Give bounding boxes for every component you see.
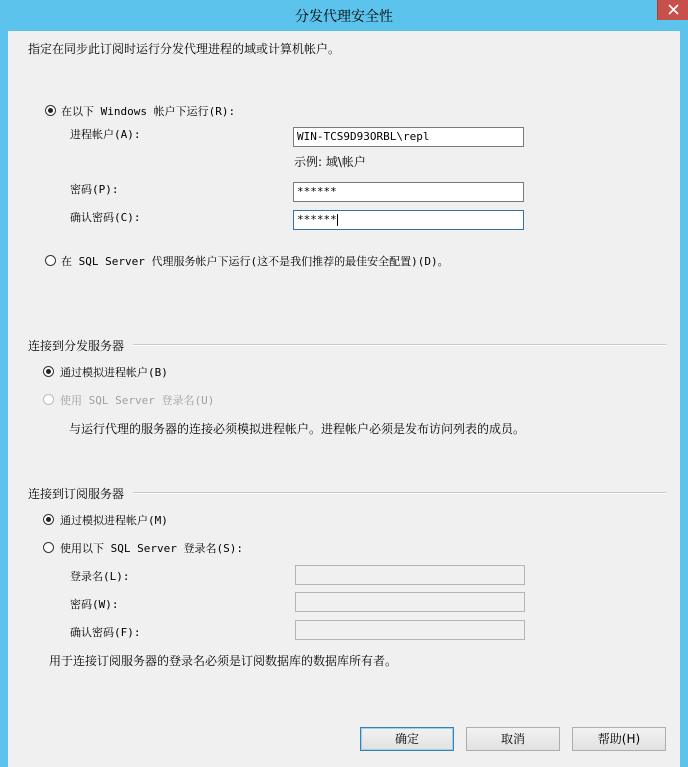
window-title: 分发代理安全性 (295, 9, 393, 25)
process-account-input[interactable] (293, 127, 524, 147)
radio-distributor-sql-login (43, 394, 54, 405)
intro-text: 指定在同步此订阅时运行分发代理进程的域或计算机帐户。 (28, 42, 341, 56)
radio-windows-account[interactable] (45, 105, 56, 116)
close-button[interactable] (657, 0, 688, 20)
subscriber-confirm-label: 确认密码(F): (70, 626, 141, 639)
subscriber-note: 用于连接订阅服务器的登录名必须是订阅数据库的数据库所有者。 (49, 654, 398, 668)
subscriber-login-label: 登录名(L): (70, 570, 130, 583)
distributor-note: 与运行代理的服务器的连接必须模拟进程帐户。进程帐户必须是发布访问列表的成员。 (69, 422, 526, 436)
subscriber-group-divider (133, 492, 666, 494)
ok-button[interactable]: 确定 (360, 727, 454, 751)
radio-distributor-sql-login-label: 使用 SQL Server 登录名(U) (60, 394, 215, 407)
radio-subscriber-impersonate-label[interactable]: 通过模拟进程帐户(M) (60, 514, 168, 527)
account-example-text: 示例: 域\帐户 (294, 155, 366, 169)
dialog-body (8, 31, 680, 767)
radio-distributor-impersonate[interactable] (43, 366, 54, 377)
radio-subscriber-sql-login[interactable] (43, 542, 54, 553)
text-caret (337, 214, 338, 226)
distributor-group-title: 连接到分发服务器 (28, 339, 125, 353)
close-icon (658, 0, 688, 20)
cancel-button[interactable]: 取消 (466, 727, 560, 751)
subscriber-confirm-input (295, 620, 525, 640)
radio-subscriber-sql-login-label[interactable]: 使用以下 SQL Server 登录名(S): (60, 542, 243, 555)
password-input[interactable] (293, 182, 524, 202)
radio-distributor-impersonate-label[interactable]: 通过模拟进程帐户(B) (60, 366, 168, 379)
confirm-password-label: 确认密码(C): (70, 211, 141, 224)
subscriber-group-title: 连接到订阅服务器 (28, 487, 125, 501)
help-button[interactable]: 帮助(H) (572, 727, 666, 751)
process-account-value: WIN-TCS9D93ORBL\repl (297, 130, 430, 143)
radio-sql-agent-account[interactable] (45, 255, 56, 266)
subscriber-login-input (295, 565, 525, 585)
password-label: 密码(P): (70, 183, 119, 196)
radio-windows-account-label[interactable]: 在以下 Windows 帐户下运行(R): (61, 105, 236, 118)
password-value: ****** (297, 185, 337, 198)
confirm-password-value: ****** (297, 213, 337, 226)
distributor-group-divider (133, 344, 666, 346)
confirm-password-input[interactable] (293, 210, 524, 230)
process-account-label: 进程帐户(A): (70, 128, 141, 141)
subscriber-password-label: 密码(W): (70, 598, 119, 611)
radio-subscriber-impersonate[interactable] (43, 514, 54, 525)
radio-sql-agent-account-label[interactable]: 在 SQL Server 代理服务帐户下运行(这不是我们推荐的最佳安全配置)(D)。 (61, 255, 449, 268)
title-bar (0, 0, 688, 30)
subscriber-password-input (295, 592, 525, 612)
